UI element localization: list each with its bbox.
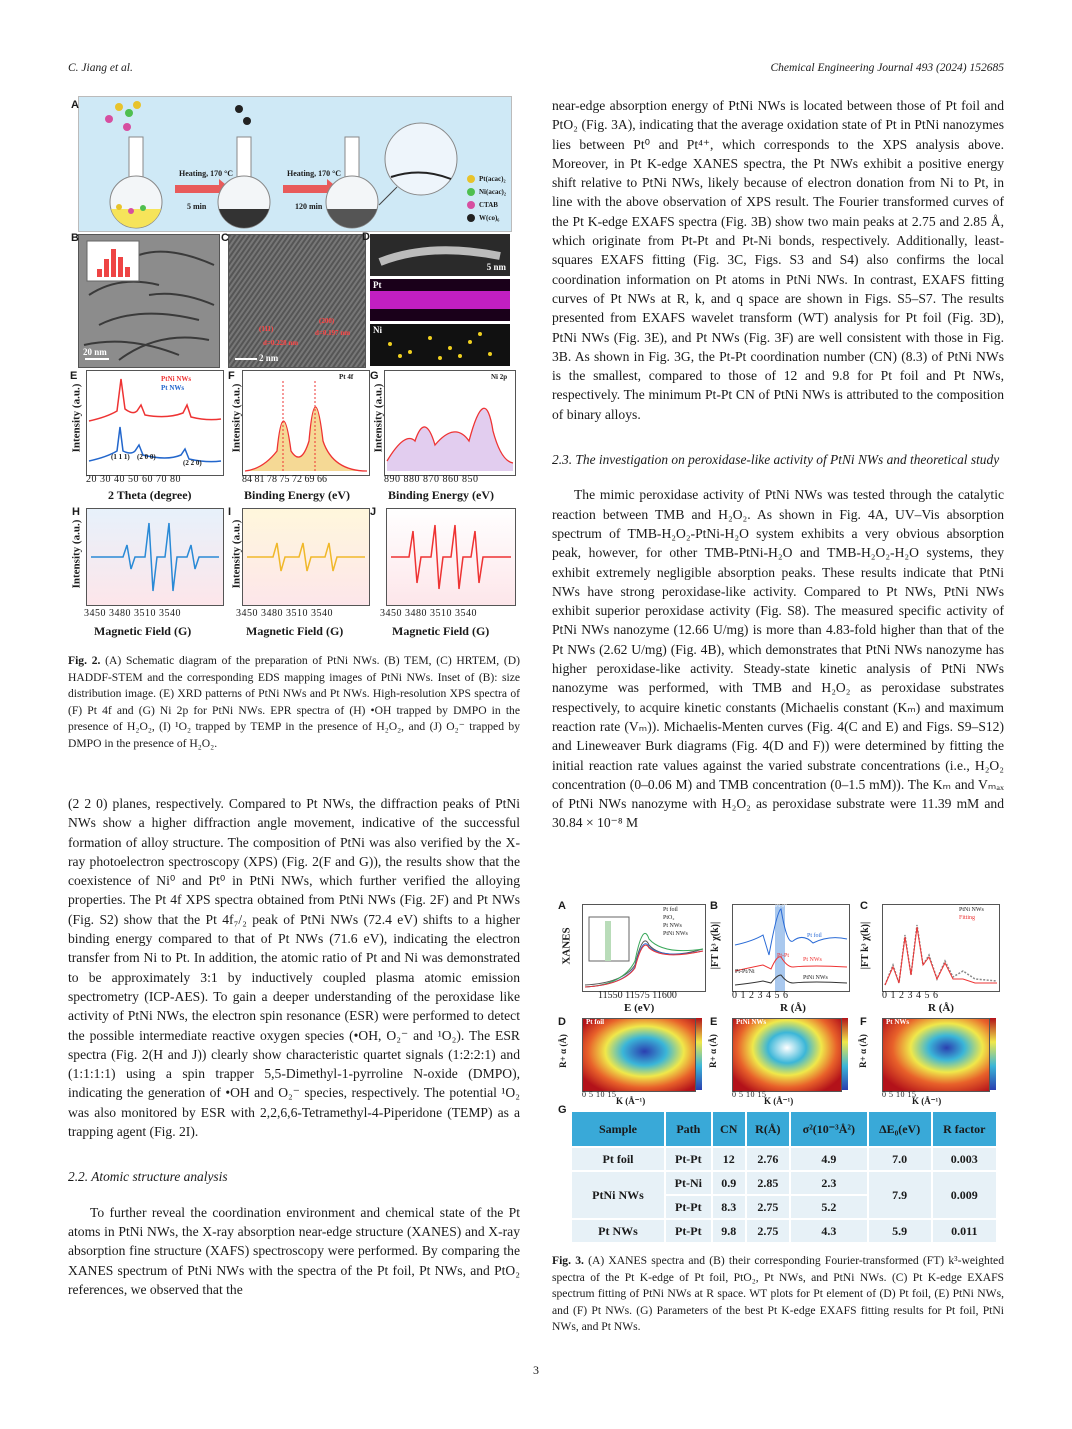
x-axis-label: Binding Energy (eV)	[244, 488, 351, 502]
table-cell: Pt-Ni	[665, 1171, 712, 1195]
table-cell: 2.85	[746, 1171, 790, 1195]
wt-title: PtNi NWs	[736, 1018, 767, 1026]
col-header: Sample	[571, 1111, 665, 1147]
fig2-panel-f-xps-pt	[226, 370, 372, 504]
figure-3	[556, 894, 1002, 1242]
fig2-panel-e-xrd	[68, 370, 226, 504]
table-cell: 9.8	[712, 1219, 746, 1243]
xps-ni-plot	[385, 371, 515, 475]
panel-label: A	[558, 900, 566, 912]
peak-label: Pt-Pt/Ni	[735, 969, 755, 975]
fig3-caption	[552, 1253, 1004, 1336]
lattice-spacing-label: d=0.228 nm	[263, 339, 299, 347]
step2-label: Heating, 170 °C	[287, 169, 342, 178]
colorbar	[842, 1018, 848, 1090]
legend-item: Pt foil	[663, 907, 678, 913]
legend-w-co: W(co)₆	[479, 214, 500, 222]
table-cell: Pt-Pt	[665, 1195, 712, 1219]
scale-bar-label: 5 nm	[486, 262, 506, 272]
caption-text: (A) XANES spectra and (B) their corresponding Fourier-transformed (FT) k³-weighted spectra of the Pt K-edge of Pt foil, PtO₂, Pt NWs, and PtNi NWs. (C) Pt K-edge EXAFS spectrum fitting of PtNi NWs at R space. WT plots for Pt element of (D) Pt foil, (E) PtNi NWs, and (F) Pt NWs. (G) Parameters of the best Pt K-edge EXAFS fitting results for Pt foil, PtNi NWs, and Pt NWs.	[552, 1254, 1005, 1334]
x-axis-label: Binding Energy (eV)	[388, 488, 495, 502]
table-cell: 2.3	[790, 1171, 868, 1195]
y-axis-label: R+ α (Å)	[707, 1034, 718, 1068]
plane-label: (200)	[319, 317, 335, 325]
paragraph: The mimic peroxidase activity of PtNi NWs was tested through the catalytic reaction between TMB and H₂O₂. As shown in Fig. 4A, UV–Vis absorption spectrum of TMB-H₂O₂-PtNi-H₂O system exhibits a very obvious absorption peak, however, for other TMB-PtNi-H₂O and TMB-H₂O₂-H₂O systems, they exhibit extremely negligible absorption peaks. These results indicate that PtNi NWs have strong peroxidase-like activity. Compared to Pt NWs, PtNi NWs exhibit superior peroxidase activity (Fig. S8). The measured specific activity of PtNi NWs nanozyme (12.66 U/mg) is more than 4.83-fold higher than that of the Pt NWs (2.62 U/mg) (Fig. 4B), which demonstrates that PtNi NWs nanozyme has higher peroxidase-like activity. Steady-state kinetic analysis of PtNi NWs nanozyme was performed, with TMB and H₂O₂ as peroxidase substrates respectively, to acquire kinetic constants (Michaelis constant (Kₘ) and maximum reaction rate (Vₘ)). Michaelis-Menten curves (Fig. 4(C and E) and Figs. S9–S12) and Lineweaver Burk diagrams (Fig. 4(D and F)) were determined by fitting the initial reaction rate values against the varied substrate concentrations (i.e., H₂O₂ concentration (0–0.06 M) and TMB concentration (0–1.5 mM)). The Kₘ and Vₘₐₓ of PtNi NWs nanozyme with H₂O₂ as peroxidase substrate were 11.39 mM and 30.84 × 10⁻⁸ M	[552, 487, 1004, 831]
x-ticks: 0 5 10 15	[882, 1090, 917, 1099]
paragraph: near-edge absorption energy of PtNi NWs is located between those of Pt foil and PtO₂ (Fig. 3A), indicating that the average oxidation state of Pt in PtNi nanozymes lies between Pt⁰ and Pt⁴⁺, which corresponds to the XPS analysis above. Moreover, in Pt K-edge XANES spectra, the Pt NWs exhibit a positive energy shift relative to PtNi NWs, likely because of electron donation from Ni to Pt, in line with the above observation of XPS result. The Fourier transformed curves of the Pt K-edge EXAFS spectra (Fig. 3B) show two main peaks at 2.75 and 2.85 Å, which originate from Pt-Pt and Pt-Ni bonds, respectively. Additionally, least-squares EXAFS fitting (Fig. 3C, Figs. S3 and S4) also confirms the local coordination information on Pt atoms in PtNi NWs. In contrast, EXAFS fitting curves of Pt NWs at R, k, and q space are shown in Figs. S5–S7. The results presented from EXAFS wavelet transform (WT) analysis for Pt foil (Fig. 3D), PtNi NWs (Fig. 3E), and Pt NWs (Fig. 3F) are well consistent with those in Fig. 3B. As shown in Fig. 3G, the Pt-Pt coordination number (CN) (8.3) of PtNi NWs is the smallest, compared to those of 12 and 9.8 for Pt foil and Pt NWs, respectively. The minimum Pt-Pt CN of PtNi NWs is attributed to the composition of binary alloys.	[552, 98, 1004, 422]
right-column	[552, 96, 1004, 833]
legend-ctab: CTAB	[479, 201, 498, 209]
fig2-panel-c-hrtem	[221, 232, 366, 368]
y-axis-label: Intensity (a.u.)	[70, 383, 83, 453]
epr-singlet-oxygen-plot	[243, 509, 369, 605]
y-axis-label: Intensity (a.u.)	[230, 383, 243, 453]
fig2-panel-g-xps-ni	[370, 370, 520, 504]
table-cell: 4.9	[790, 1147, 868, 1171]
table-cell: Pt NWs	[571, 1219, 665, 1243]
x-ticks: 3450 3480 3510 3540	[236, 608, 333, 619]
section-heading: 2.3. The investigation on peroxidase-like activity of PtNi NWs and theoretical study	[552, 452, 1000, 468]
panel-label: J	[370, 506, 377, 518]
series-label: Pt NWs	[803, 957, 822, 963]
peak-label: (2 2 0)	[183, 459, 202, 467]
table-cell: 0.011	[932, 1219, 997, 1243]
caption-label: Fig. 2.	[68, 654, 101, 667]
table-cell: Pt foil	[571, 1147, 665, 1171]
pt-map	[370, 279, 510, 321]
x-axis-label: K (Å⁻¹)	[764, 1096, 794, 1106]
x-ticks: 0 5 10 15	[732, 1090, 767, 1099]
table-cell: Pt-Pt	[665, 1219, 712, 1243]
panel-label: C	[860, 900, 868, 912]
col-header: Path	[665, 1111, 712, 1147]
table-cell: 4.3	[790, 1219, 868, 1243]
table-cell: PtNi NWs	[571, 1171, 665, 1219]
caption-label: Fig. 3.	[552, 1254, 584, 1267]
x-axis-label: R (Å)	[928, 1002, 954, 1014]
y-axis-label: |FT k³ χ(k)|	[710, 921, 722, 970]
y-axis-label: Intensity (a.u.)	[372, 383, 385, 453]
x-axis-label: R (Å)	[780, 1002, 806, 1014]
fig2-caption	[68, 653, 520, 753]
legend-item: PtO₂	[663, 915, 675, 921]
table-cell: 0.003	[932, 1147, 997, 1171]
table-cell: 7.9	[868, 1171, 932, 1219]
xanes-plot	[583, 905, 705, 991]
legend-item: PtNi NWs	[959, 907, 984, 913]
y-axis-label: Intensity (a.u.)	[230, 519, 243, 589]
table-cell: 2.75	[746, 1195, 790, 1219]
fig3-panel-b-ft	[708, 898, 854, 1012]
x-ticks: 3450 3480 3510 3540	[380, 608, 477, 619]
x-axis-label: K (Å⁻¹)	[912, 1096, 942, 1106]
lattice-spacing-label: d=0.197 nm	[315, 329, 351, 337]
legend-ni-acac: Ni(acac)₂	[479, 188, 506, 196]
wt-title: Pt foil	[586, 1018, 605, 1026]
fig3-panel-f-wt	[854, 1016, 1002, 1106]
table-cell: 12	[712, 1147, 746, 1171]
exafs-fitting-table	[570, 1110, 998, 1244]
panel-label: A	[71, 99, 79, 111]
col-header: R(Å)	[746, 1111, 790, 1147]
col-header: R factor	[932, 1111, 997, 1147]
x-axis-label: Magnetic Field (G)	[246, 624, 344, 638]
x-axis-label: E (eV)	[624, 1002, 655, 1014]
panel-title: Ni 2p	[491, 373, 508, 381]
table-cell: Pt-Pt	[665, 1147, 712, 1171]
panel-label: C	[221, 232, 229, 244]
col-header: ΔE₀(eV)	[868, 1111, 932, 1147]
fig2-panel-b-tem	[71, 232, 220, 368]
paragraph: (2 2 0) planes, respectively. Compared to Pt NWs, the diffraction peaks of PtNi NWs show a higher diffraction angle movement, indicative of the successful formation of alloy structure. The composition of PtNi was also verified by the X-ray photoelectron spectroscopy (XPS) (Fig. 2(F and G)), the results show that the coexistence of Ni⁰ and Pt⁰ in PtNi NWs, which further verified the alloying properties. The Pt 4f XPS spectra obtained from PtNi NWs (Fig. 2F) and Pt NWs (Fig. S2) show that the Pt 4f₇/₂ peak of PtNi NWs (72.4 eV) shifts to a higher binding energy compared to that of Pt NWs (71.6 eV), indicating the electron transfer from Ni to Pt. In addition, the atomic ratio of Pt and Ni was demonstrated to be approximately 3:1 by inductively coupled plasma atomic emission spectrometry (ICP-AES). To gain a deeper understanding of the peroxidase like activity of PtNi NWs, the electron spin resonance (ESR) were performed to detect the possible intermediate reactive oxygen species (•OH, O₂⁻ and ¹O₂). The ESR spectra (Fig. 2(H and J)) clearly show characteristic quartet signals (1:2:2:1) and (1:1:1:1) using a spin trapper 5,5-Dimethyl-1-pyrroline N-oxide (DMPO), indicating the generation of •OH and O₂⁻ species, respectively. The potential ¹O₂ was also monitored by ESR with 2,2,6,6-Tetramethyl-4-Piperidone (TEMP) as a trapping agent (Fig. 2I).	[68, 796, 520, 1140]
panel-label: B	[71, 232, 79, 244]
fig2-panel-a	[71, 96, 512, 232]
step2-time: 120 min	[295, 202, 323, 211]
x-ticks: 3450 3480 3510 3540	[84, 608, 181, 619]
table-cell: 2.75	[746, 1219, 790, 1243]
fig2-panel-h-epr	[68, 504, 226, 640]
y-axis-label: Intensity (a.u.)	[70, 519, 83, 589]
scale-bar-label: 20 nm	[83, 347, 107, 357]
panel-label: I	[228, 506, 232, 518]
x-ticks: 84 81 78 75 72 69 66	[242, 474, 327, 485]
x-ticks: 20 30 40 50 60 70 80	[86, 474, 181, 485]
panel-label: E	[710, 1016, 718, 1028]
table-row	[571, 1147, 997, 1171]
panel-label: D	[558, 1016, 566, 1028]
y-axis-label: XANES	[560, 927, 573, 965]
table-row	[571, 1219, 997, 1243]
colorbar	[990, 1018, 996, 1090]
panel-label: F	[860, 1016, 867, 1028]
figure-2	[68, 96, 520, 641]
table-header-row	[571, 1111, 997, 1147]
col-header: σ²(10⁻³Å²)	[790, 1111, 868, 1147]
epr-superoxide-plot	[387, 509, 515, 605]
x-ticks: 0 1 2 3 4 5 6	[882, 990, 939, 1001]
colorbar	[696, 1018, 702, 1090]
xps-pt-plot	[243, 371, 369, 475]
fig2-panel-j-epr	[370, 504, 520, 640]
table-cell: 8.3	[712, 1195, 746, 1219]
fig3-panel-e-wt	[708, 1016, 854, 1106]
x-axis-label: 2 Theta (degree)	[108, 488, 192, 502]
ft-fit-plot	[883, 905, 999, 991]
panel-label: B	[710, 900, 718, 912]
step1-label: Heating, 170 °C	[179, 169, 234, 178]
section-heading: 2.2. Atomic structure analysis	[68, 1169, 228, 1185]
legend-item: Fitting	[959, 915, 976, 921]
x-ticks: 11550 11575 11600	[598, 990, 677, 1001]
running-header-authors: C. Jiang et al.	[68, 62, 133, 74]
series-label: Pt foil	[807, 933, 822, 939]
y-axis-label: R+ α (Å)	[557, 1034, 568, 1068]
x-ticks: 890 880 870 860 850	[384, 474, 479, 485]
fig3-panel-a-xanes	[556, 898, 708, 1012]
y-axis-label: R+ α (Å)	[857, 1034, 868, 1068]
peak-label: (2 0 0)	[137, 453, 156, 461]
haadf-image	[370, 234, 510, 276]
fig2-panel-i-epr	[226, 504, 372, 640]
legend-item: PtNi NWs	[663, 931, 688, 937]
step1-time: 5 min	[187, 202, 207, 211]
scale-bar-label: 2 nm	[259, 353, 279, 363]
panel-label: H	[72, 506, 80, 518]
ni-map	[370, 324, 510, 366]
panel-label: G	[370, 370, 379, 382]
paragraph: To further reveal the coordination environment and chemical state of the Pt atoms in PtNi NWs, the X-ray absorption near-edge structure (XANES) and X-ray absorption fine structure (XAFS) spectroscopy were performed. By comparing the XANES spectrum of PtNi NWs with the spectra of the Pt foil, Pt NWs, and PtO₂ references, we observed that the	[68, 1204, 520, 1297]
x-axis-label: K (Å⁻¹)	[616, 1096, 646, 1106]
panel-label: E	[70, 370, 78, 382]
peak-label: Pt-Pt	[775, 903, 788, 909]
fig2-panel-d-edx	[362, 231, 510, 366]
table-cell: 2.76	[746, 1147, 790, 1171]
plane-label: (111)	[259, 325, 274, 333]
x-axis-label: Magnetic Field (G)	[94, 624, 192, 638]
panel-label: G	[558, 1104, 567, 1116]
panel-title: Pt 4f	[339, 373, 354, 381]
table-cell: 5.9	[868, 1219, 932, 1243]
peak-label: (1 1 1)	[111, 453, 130, 461]
table-row	[571, 1171, 997, 1195]
wt-title: Pt NWs	[886, 1018, 910, 1026]
x-ticks: 0 5 10 15	[582, 1090, 617, 1099]
legend-ptni: PtNi NWs	[161, 375, 192, 383]
pt-map-label: Pt	[373, 280, 382, 290]
legend-item: Pt NWs	[663, 923, 682, 929]
fig3-panel-d-wt	[556, 1016, 708, 1106]
panel-label: D	[362, 231, 370, 243]
legend-pt-acac: Pt(acac)₂	[479, 175, 506, 183]
table-cell: 7.0	[868, 1147, 932, 1171]
series-label: PtNi NWs	[803, 975, 828, 981]
x-axis-label: Magnetic Field (G)	[392, 624, 490, 638]
left-column	[68, 794, 520, 1299]
page-number: 3	[533, 1363, 539, 1377]
y-axis-label: |FT k³ χ(k)|	[860, 921, 872, 970]
caption-text: (A) Schematic diagram of the preparation of PtNi NWs. (B) TEM, (C) HRTEM, (D) HADDF-STEM and the corresponding EDS mapping images of PtNi NWs. Inset of (B): size distribution image. (E) XRD patterns of PtNi NWs and Pt NWs. High-resolution XPS spectra of (F) Pt 4f and (G) Ni 2p for PtNi NWs. EPR spectra of (H) •OH trapped by DMPO in the presence of H₂O₂, (I) ¹O₂ trapped by TEMP in the presence of H₂O₂, and (J) O₂⁻ trapped by DMPO in the presence of H₂O₂.	[68, 654, 521, 750]
ft-plot	[733, 905, 849, 991]
hrtem-image	[229, 235, 365, 367]
legend-pt: Pt NWs	[161, 384, 185, 392]
table-cell: 5.2	[790, 1195, 868, 1219]
table-cell: 0.9	[712, 1171, 746, 1195]
peak-label: Pt-Pt	[777, 953, 790, 959]
x-ticks: 0 1 2 3 4 5 6	[732, 990, 789, 1001]
epr-oh-plot	[87, 509, 223, 605]
table-cell: 0.009	[932, 1171, 997, 1219]
col-header: CN	[712, 1111, 746, 1147]
running-header-journal: Chemical Engineering Journal 493 (2024) 152685	[770, 62, 1004, 74]
panel-label: F	[228, 370, 235, 382]
fig3-panel-c-fit	[854, 898, 1002, 1012]
ni-map-label: Ni	[373, 325, 382, 335]
